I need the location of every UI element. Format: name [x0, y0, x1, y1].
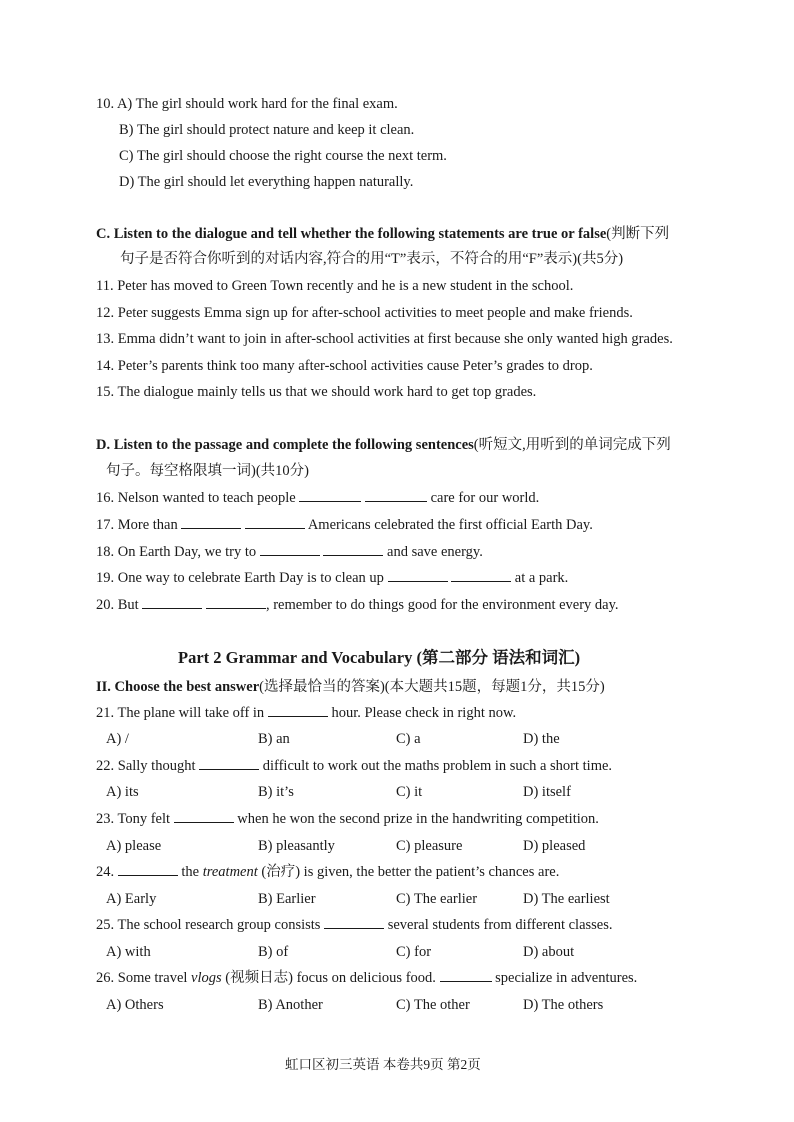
q10-option-a: 10. A) The girl should work hard for the final exam.	[96, 96, 398, 112]
answer-blank[interactable]	[118, 863, 178, 876]
sentence-20-text: 20. But	[96, 597, 139, 613]
option-c[interactable]: C) for	[396, 944, 432, 960]
question-22-end: difficult to work out the maths problem in such a short time.	[262, 758, 613, 774]
sentence-17-text: 17. More than	[96, 517, 178, 533]
question-21	[96, 704, 516, 722]
question-21-end: hour. Please check in right now.	[331, 705, 517, 721]
option-b[interactable]: B) an	[258, 731, 290, 747]
question-24-number: 24.	[96, 864, 115, 880]
option-b[interactable]: B) of	[258, 944, 289, 960]
answer-blank[interactable]	[324, 916, 384, 929]
question-23-end: when he won the second prize in the handwriting competition.	[237, 811, 599, 827]
option-a[interactable]: A) Early	[106, 891, 157, 907]
question-25	[96, 916, 613, 934]
question-24-word: the	[181, 864, 200, 880]
answer-blank[interactable]	[268, 704, 328, 717]
answer-blank[interactable]	[245, 516, 305, 529]
statement-11: 11. Peter has moved to Green Town recently and he is a new student in the school.	[96, 278, 574, 294]
option-c[interactable]: C) The earlier	[396, 891, 478, 907]
question-22-text: 22. Sally thought	[96, 758, 196, 774]
question-26-mid: (视频日志) focus on delicious food.	[225, 970, 436, 986]
question-26-text: 26. Some travel	[96, 970, 188, 986]
statement-12: 12. Peter suggests Emma sign up for after-school activities to meet people and make friends.	[96, 305, 633, 321]
page-footer: 虹口区初三英语 本卷共9页 第2页	[285, 1057, 481, 1072]
question-26	[96, 969, 637, 987]
option-b[interactable]: B) Earlier	[258, 891, 316, 907]
question-25-text: 25. The school research group consists	[96, 917, 321, 933]
option-d[interactable]: D) about	[523, 944, 575, 960]
question-21-text: 21. The plane will take off in	[96, 705, 265, 721]
option-a[interactable]: A) Others	[106, 997, 164, 1013]
option-b[interactable]: B) it’s	[258, 784, 294, 800]
option-b[interactable]: B) Another	[258, 997, 323, 1013]
section-d-heading-line2: 句子。每空格限填一词)(共10分)	[106, 463, 309, 479]
option-a[interactable]: A) its	[106, 784, 139, 800]
answer-blank[interactable]	[365, 489, 427, 502]
option-d[interactable]: D) The others	[523, 997, 604, 1013]
option-a[interactable]: A) /	[106, 731, 129, 747]
option-d[interactable]: D) the	[523, 731, 560, 747]
sentence-18	[96, 543, 483, 561]
sentence-16-text: 16. Nelson wanted to teach people	[96, 490, 296, 506]
option-d[interactable]: D) pleased	[523, 838, 586, 854]
answer-blank[interactable]	[451, 569, 511, 582]
question-26-end: specialize in adventures.	[495, 970, 638, 986]
option-c[interactable]: C) The other	[396, 997, 470, 1013]
sentence-17	[96, 516, 593, 534]
option-c[interactable]: C) it	[396, 784, 423, 800]
option-b[interactable]: B) pleasantly	[258, 838, 335, 854]
question-23	[96, 810, 599, 828]
question-25-end: several students from different classes.	[387, 917, 613, 933]
answer-blank[interactable]	[142, 596, 202, 609]
answer-blank[interactable]	[206, 596, 266, 609]
sentence-20	[96, 596, 619, 614]
q10-option-b: B) The girl should protect nature and keep it clean.	[119, 122, 415, 138]
sentence-19-text: 19. One way to celebrate Earth Day is to clean up	[96, 570, 384, 586]
section-ii-heading-en: II. Choose the best answer	[96, 679, 260, 695]
option-c[interactable]: C) a	[396, 731, 421, 747]
option-d[interactable]: D) itself	[523, 784, 571, 800]
part-2-title: Part 2 Grammar and Vocabulary (第二部分 语法和词汇)	[178, 648, 581, 667]
sentence-17-end: Americans celebrated the first official Earth Day.	[307, 517, 593, 533]
option-c[interactable]: C) pleasure	[396, 838, 463, 854]
option-a[interactable]: A) with	[106, 944, 151, 960]
section-c-heading-en: C. Listen to the dialogue and tell whether the following statements are true or false	[96, 226, 607, 242]
option-a[interactable]: A) please	[106, 838, 162, 854]
sentence-16	[96, 489, 539, 507]
option-d[interactable]: D) The earliest	[523, 891, 610, 907]
answer-blank[interactable]	[388, 569, 448, 582]
answer-blank[interactable]	[299, 489, 361, 502]
answer-blank[interactable]	[440, 969, 492, 982]
section-ii-heading-cn: (选择最恰当的答案)(本大题共15题，每题1分，共15分)	[259, 679, 605, 695]
question-22	[96, 757, 612, 775]
answer-blank[interactable]	[323, 543, 383, 556]
section-d-heading-en: D. Listen to the passage and complete the following sentences	[96, 437, 474, 453]
answer-blank[interactable]	[199, 757, 259, 770]
question-23-text: 23. Tony felt	[96, 811, 171, 827]
sentence-20-end: , remember to do things good for the environment every day.	[265, 597, 619, 613]
section-c-heading	[96, 225, 669, 243]
section-d-heading-cn: (听短文,用听到的单词完成下列	[473, 437, 671, 453]
question-24-end: (治疗) is given, the better the patient’s chances are.	[261, 864, 560, 880]
statement-14: 14. Peter’s parents think too many after-school activities cause Peter’s grades to drop.	[96, 358, 593, 374]
question-24	[96, 863, 559, 881]
section-d-heading	[96, 436, 671, 454]
section-ii-heading	[96, 678, 605, 696]
sentence-19	[96, 569, 568, 587]
answer-blank[interactable]	[181, 516, 241, 529]
sentence-16-end: care for our world.	[430, 490, 540, 506]
statement-13: 13. Emma didn’t want to join in after-school activities at first because she only wanted high grades.	[96, 331, 673, 347]
sentence-18-text: 18. On Earth Day, we try to	[96, 544, 257, 560]
statement-15: 15. The dialogue mainly tells us that we should work hard to get top grades.	[96, 384, 537, 400]
section-c-heading-cn: (判断下列	[606, 226, 670, 242]
answer-blank[interactable]	[174, 810, 234, 823]
q10-option-d: D) The girl should let everything happen naturally.	[119, 174, 414, 190]
question-24-italic: treatment	[202, 864, 258, 880]
sentence-19-end: at a park.	[514, 570, 569, 586]
question-26-italic: vlogs	[191, 970, 222, 986]
answer-blank[interactable]	[260, 543, 320, 556]
sentence-18-end: and save energy.	[387, 544, 483, 560]
section-c-heading-line2: 句子是否符合你听到的对话内容,符合的用“T”表示，不符合的用“F”表示)(共5分)	[120, 251, 624, 267]
q10-option-c: C) The girl should choose the right course the next term.	[119, 148, 447, 164]
